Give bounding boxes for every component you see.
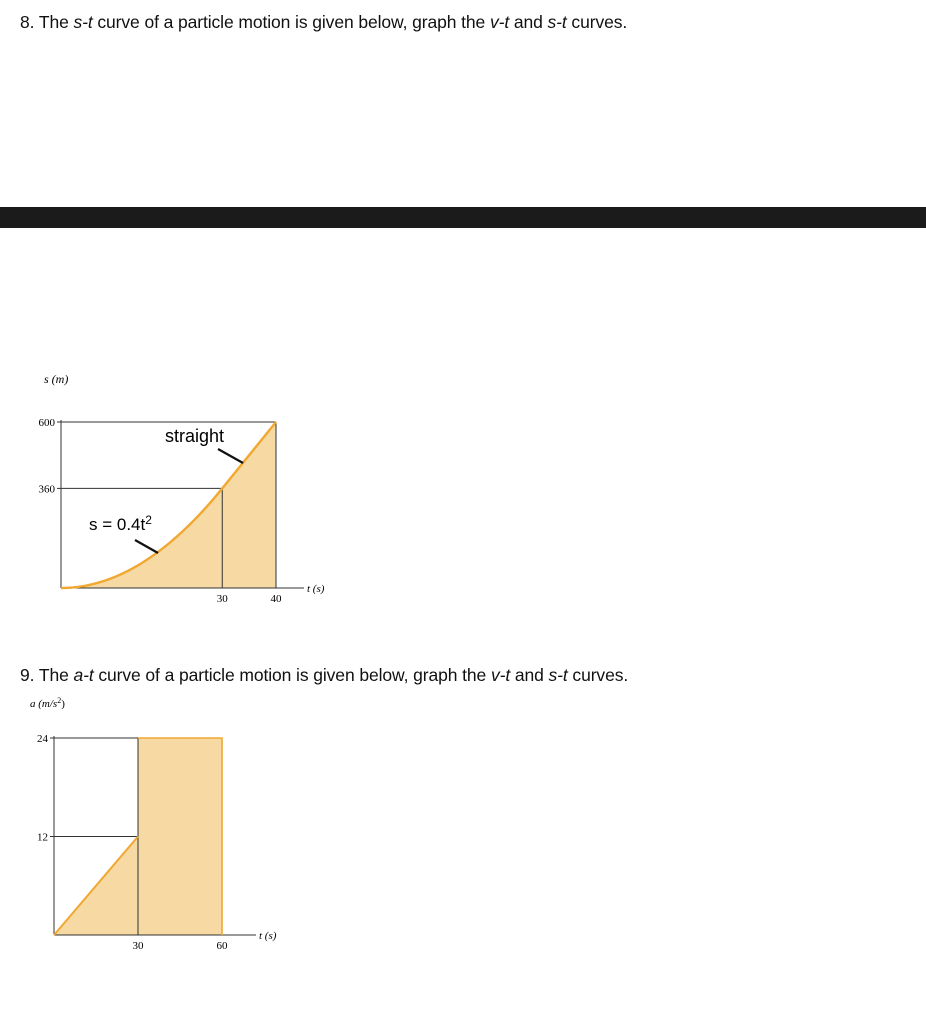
st-xtick-label-30: 30 <box>216 593 228 605</box>
at-ylabel-main: a (m/s <box>30 698 58 710</box>
q8-part-6: curves. <box>566 12 628 32</box>
q8-part-3: v-t <box>489 12 510 32</box>
st-xtick-label-40: 40 <box>270 593 282 605</box>
st-straight-leader-line <box>218 449 243 463</box>
q8-part-1: s-t <box>73 12 93 32</box>
st-parabola-label <box>89 513 152 534</box>
at-xtick-label-60: 60 <box>216 940 228 952</box>
question-9-text <box>20 665 628 686</box>
q9-part-0: The <box>38 665 74 685</box>
st-straight-label: straight <box>165 426 225 446</box>
st-ytick-label-360: 360 <box>38 483 55 496</box>
question-8-text <box>20 12 627 33</box>
at-constant-fill <box>138 738 222 935</box>
at-xlabel: t (s) <box>259 930 277 942</box>
at-ylabel <box>30 696 65 710</box>
q8-part-2: curve of a particle motion is given below, graph the <box>92 12 490 32</box>
at-chart <box>0 690 926 960</box>
q9-part-6: curves. <box>567 665 629 685</box>
at-ylabel-exp: 2 <box>57 696 62 705</box>
q8-part-4: and <box>509 12 548 32</box>
q9-part-2: curve of a particle motion is given below, graph the <box>93 665 491 685</box>
st-ylabel <box>44 372 68 386</box>
st-area-fill <box>61 422 276 588</box>
divider-bar <box>0 207 926 228</box>
q8-number: 8. <box>20 12 35 32</box>
at-xtick-label-30: 30 <box>132 940 144 952</box>
st-chart <box>0 360 926 620</box>
q9-part-5: s-t <box>548 665 568 685</box>
st-parabola-label-main: s = 0.4t <box>89 515 146 534</box>
at-ylabel-close: ) <box>61 698 65 710</box>
at-ytick-label-24: 24 <box>37 733 48 745</box>
q8-part-0: The <box>38 12 74 32</box>
q9-part-1: a-t <box>73 665 94 685</box>
at-ytick-label-12: 12 <box>37 831 48 844</box>
q9-part-4: and <box>510 665 549 685</box>
st-xlabel: t (s) <box>307 583 325 595</box>
st-parabola-label-exp: 2 <box>145 513 152 527</box>
st-ytick-label-600: 600 <box>38 417 55 429</box>
q9-number: 9. <box>20 665 35 685</box>
q9-part-3: v-t <box>490 665 511 685</box>
st-parabola-leader-line <box>135 540 158 553</box>
st-ylabel-text: s (m) <box>44 372 69 386</box>
q8-part-5: s-t <box>547 12 567 32</box>
